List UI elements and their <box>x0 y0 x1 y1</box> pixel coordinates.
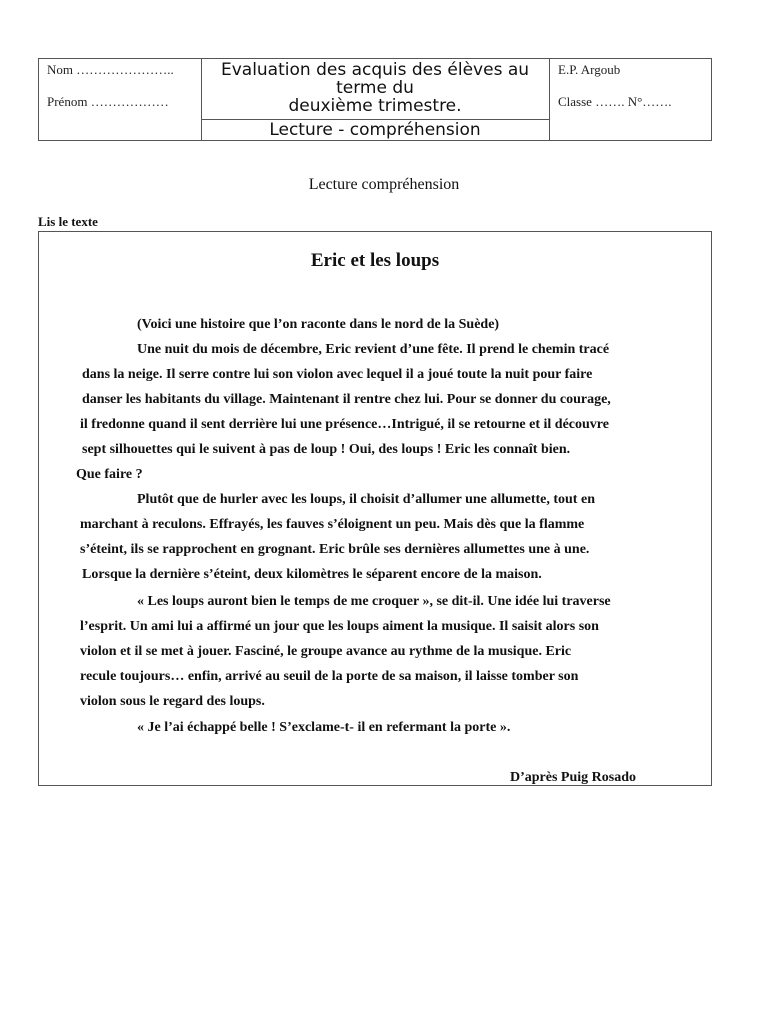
story-line: Lorsque la dernière s’éteint, deux kilomètres le séparent encore de la maison. <box>82 567 542 582</box>
student-info-cell <box>39 59 202 140</box>
story-line: Une nuit du mois de décembre, Eric revient d’une fête. Il prend le chemin tracé <box>137 342 610 357</box>
story-line: l’esprit. Un ami lui a affirmé un jour que les loups aiment la musique. Il saisit alors son <box>80 619 599 634</box>
story-line: il fredonne quand il sent derrière lui une présence…Intrigué, il se retourne et il découvre <box>80 417 609 432</box>
title-cell <box>201 59 549 140</box>
nom-field: Nom ………………….. <box>47 62 174 77</box>
section-title: Lecture compréhension <box>308 176 460 193</box>
title-line-2: terme du <box>336 78 414 98</box>
title-line-1: Evaluation des acquis des élèves au <box>220 60 530 80</box>
prenom-field: Prénom ……………… <box>47 94 169 109</box>
story-line: danser les habitants du village. Maintenant il rentre chez lui. Pour se donner du courage, <box>82 392 611 407</box>
story-line: sept silhouettes qui le suivent à pas de loup ! Oui, des loups ! Eric les connaît bien. <box>82 442 571 457</box>
story-line: violon et il se met à jouer. Fasciné, le groupe avance au rythme de la musique. Eric <box>80 644 572 659</box>
story-line: s’éteint, ils se rapprochent en grognant. Eric brûle ses dernières allumettes une à une. <box>80 542 590 557</box>
story-line: (Voici une histoire que l’on raconte dans le nord de la Suède) <box>137 317 500 332</box>
story-line: « Les loups auront bien le temps de me croquer », se dit-il. Une idée lui traverse <box>137 594 611 609</box>
instruction-label: Lis le texte <box>38 214 98 229</box>
story-attribution: D’après Puig Rosado <box>510 770 637 785</box>
evaluation-title <box>201 59 549 120</box>
school-name: E.P. Argoub <box>558 62 621 77</box>
subject-label: Lecture - compréhension <box>269 120 481 140</box>
story-line: Que faire ? <box>76 467 143 482</box>
story-line: recule toujours… enfin, arrivé au seuil de la porte de sa maison, il laisse tomber son <box>80 669 579 684</box>
story-title: Eric et les loups <box>310 250 440 271</box>
header-table <box>38 58 712 141</box>
classe-field: Classe ……. N°……. <box>558 94 672 109</box>
title-line-3: deuxième trimestre. <box>288 96 462 116</box>
school-info-cell <box>549 59 712 140</box>
story-line: Plutôt que de hurler avec les loups, il choisit d’allumer une allumette, tout en <box>137 492 595 507</box>
story-line: « Je l’ai échappé belle ! S’exclame-t- il en refermant la porte ». <box>137 720 511 735</box>
story-line: violon sous le regard des loups. <box>80 694 265 709</box>
story-box <box>38 231 712 786</box>
story-line: marchant à reculons. Effrayés, les fauves s’éloignent un peu. Mais dès que la flamme <box>80 517 585 532</box>
story-line: dans la neige. Il serre contre lui son violon avec lequel il a joué toute la nuit pour faire <box>82 367 593 382</box>
